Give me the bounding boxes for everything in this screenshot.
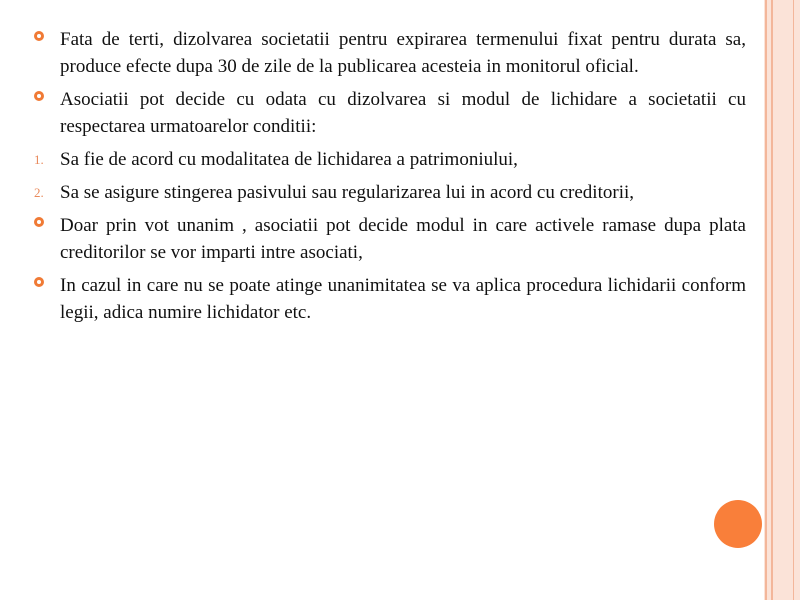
bullet-text: In cazul in care nu se poate atinge unanimitatea se va aplica procedura lichidarii conform legii, adica numire lichidator etc.	[60, 275, 746, 323]
numbered-item	[34, 179, 746, 206]
slide-body	[34, 26, 746, 332]
bullet-item	[34, 212, 746, 266]
numbered-text: Sa se asigure stingerea pasivului sau regularizarea lui in acord cu creditorii,	[60, 182, 634, 203]
bullet-item	[34, 26, 746, 80]
bullet-ring-icon	[34, 31, 44, 41]
bullet-ring-icon	[34, 217, 44, 227]
bullet-text: Doar prin vot unanim , asociatii pot decide modul in care activele ramase dupa plata creditorilor se vor imparti intre asociati,	[60, 215, 746, 263]
bullet-item	[34, 272, 746, 326]
bullet-item	[34, 86, 746, 140]
numbered-item	[34, 146, 746, 173]
numbered-text: Sa fie de acord cu modalitatea de lichidarea a patrimoniului,	[60, 149, 518, 170]
bullet-text: Fata de terti, dizolvarea societatii pentru expirarea termenului fixat pentru durata sa, produce efecte dupa 30 de zile de la publicarea acesteia in monitorul oficial.	[60, 29, 746, 77]
decorative-band	[764, 0, 800, 600]
bullet-ring-icon	[34, 277, 44, 287]
band-line	[765, 0, 767, 600]
list-number: 2.	[34, 185, 44, 200]
list-number: 1.	[34, 152, 44, 167]
bullet-text: Asociatii pot decide cu odata cu dizolvarea si modul de lichidare a societatii cu respectarea urmatoarelor conditii:	[60, 89, 746, 137]
band-line	[793, 0, 794, 600]
decorative-circle	[714, 500, 762, 548]
band-line	[771, 0, 773, 600]
bullet-ring-icon	[34, 91, 44, 101]
